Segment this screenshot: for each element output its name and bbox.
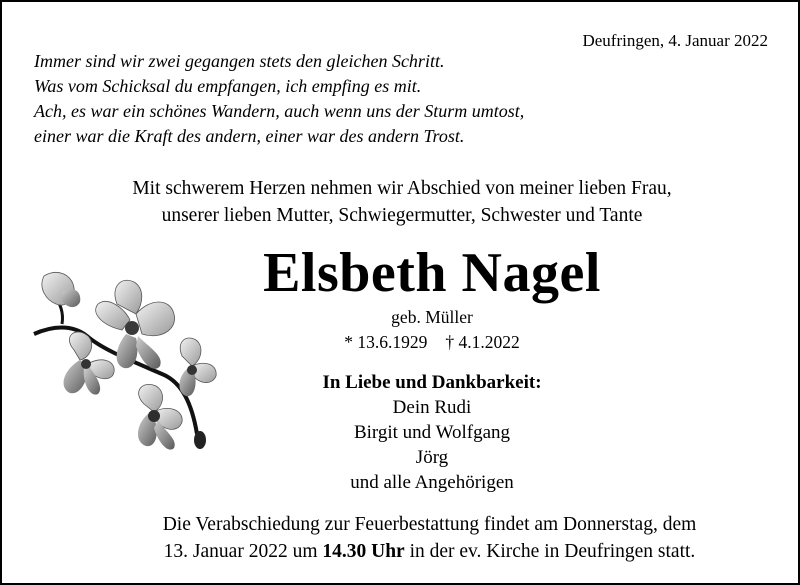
poem	[34, 49, 524, 149]
service-time: 14.30 Uhr	[322, 541, 405, 562]
mourner-name: Birgit und Wolfgang	[353, 422, 511, 443]
mourner-name: Jörg	[415, 447, 449, 468]
intro-line: Mit schwerem Herzen nehmen wir Abschied von meiner lieben Frau,	[132, 178, 672, 199]
mourner-name: und alle Angehörigen	[350, 472, 514, 493]
poem-line: Immer sind wir zwei gegangen stets den gleichen Schritt.	[34, 51, 445, 71]
poem-line: Was vom Schicksal du empfangen, ich empfing es mit.	[34, 76, 422, 96]
service-line-1: Die Verabschiedung zur Feuerbestattung findet am Donnerstag, dem	[162, 514, 697, 535]
mourners-list	[292, 370, 572, 495]
orchid-branch-icon	[32, 264, 232, 459]
maiden-name: geb. Müller	[391, 307, 473, 327]
deceased-name: Elsbeth Nagel	[263, 242, 601, 304]
poem-line: einer war die Kraft des andern, einer war des andern Trost.	[34, 126, 465, 146]
birth-date: * 13.6.1929	[344, 332, 428, 352]
mourner-name: Dein Rudi	[392, 397, 472, 418]
service-date: 13. Januar 2022 um	[163, 541, 323, 562]
service-location: in der ev. Kirche in Deufringen statt.	[404, 541, 696, 562]
intro-line: unserer lieben Mutter, Schwiegermutter, Schwester und Tante	[161, 205, 643, 226]
farewell-intro	[2, 175, 800, 229]
mourners-heading: In Liebe und Dankbarkeit:	[322, 372, 542, 393]
place-and-date: Deufringen, 4. Januar 2022	[582, 31, 768, 50]
life-dates	[312, 331, 552, 353]
service-announcement	[2, 511, 800, 565]
poem-line: Ach, es war ein schönes Wandern, auch wenn uns der Sturm umtost,	[34, 101, 525, 121]
service-line-2	[2, 538, 800, 565]
death-date: † 4.1.2022	[445, 332, 520, 352]
